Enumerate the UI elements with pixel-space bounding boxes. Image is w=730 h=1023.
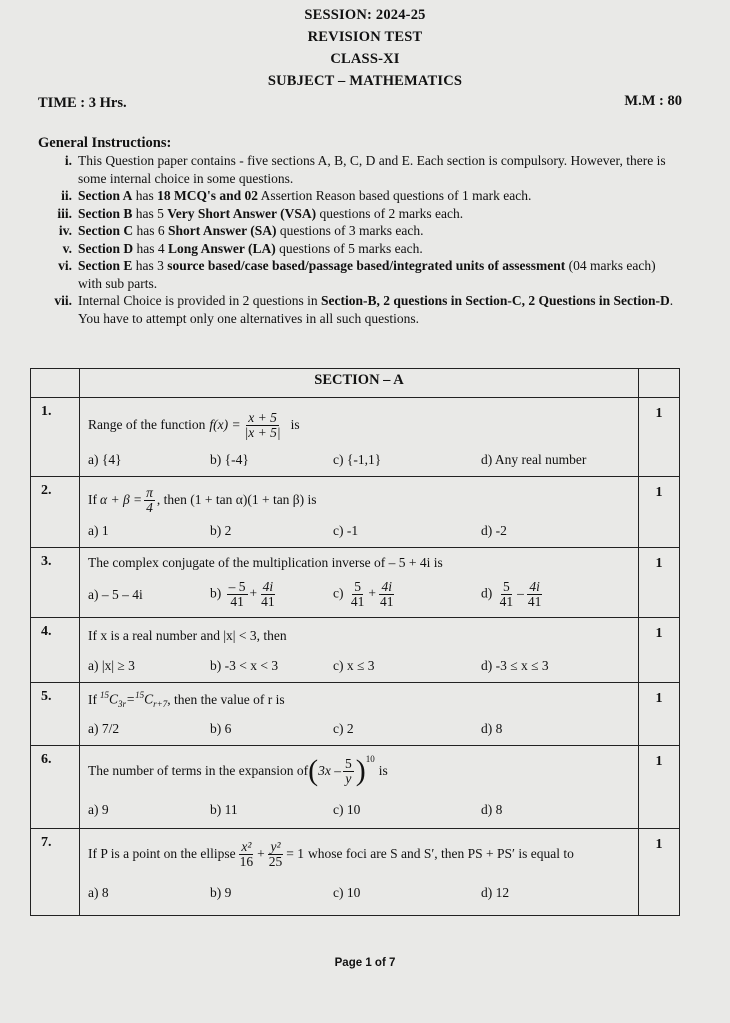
- question-number: 4.: [31, 618, 80, 683]
- question-body: [80, 548, 639, 618]
- option-c: c) 10: [333, 885, 361, 900]
- option-d: d) $\frac{5}{41}$ – $\frac{4i}{41}$: [481, 579, 542, 609]
- question-stem: If P is a point on the ellipse $\frac{\text{x²}}{16}$ + $\frac{\text{y²}}{25}$ = 1 whose foci are S and S′, then PS + PS′ is equal to: [88, 838, 574, 869]
- question-body: [80, 829, 639, 916]
- question-body: [80, 398, 639, 477]
- question-row: [31, 477, 680, 548]
- option-b: b) $\frac{- 5}{41}$ + $\frac{4i}{41}$: [210, 579, 275, 609]
- question-number: 1.: [31, 398, 80, 477]
- option-b: b) {-4}: [210, 452, 249, 467]
- question-stem: Range of the function f(x) = $\frac{x + 5}{|x + 5|}$ is: [88, 409, 300, 440]
- option-d: d) Any real number: [481, 452, 587, 467]
- option-b: b) 6: [210, 721, 232, 736]
- instruction-number: iv.: [58, 223, 72, 238]
- question-marks: 1: [639, 618, 680, 683]
- instruction-text: Section E has 3 source based/case based/passage based/integrated units of assessment (04 marks each) with sub parts.: [78, 258, 656, 291]
- question-body: [80, 477, 639, 548]
- question-marks: 1: [639, 477, 680, 548]
- options-row: [88, 517, 630, 547]
- instruction-number: vii.: [54, 293, 72, 308]
- question-marks: 1: [639, 548, 680, 618]
- question-number: 3.: [31, 548, 80, 618]
- option-a: a) 8: [88, 885, 109, 900]
- option-b: b) 11: [210, 802, 238, 817]
- question-row: [31, 746, 680, 829]
- question-body: [80, 683, 639, 746]
- option-c: c) 2: [333, 721, 354, 736]
- question-row: [31, 398, 680, 477]
- question-marks: 1: [639, 398, 680, 477]
- instruction-text: Section B has 5 Very Short Answer (VSA) questions of 2 marks each.: [78, 205, 464, 221]
- instruction-item: [42, 292, 682, 327]
- question-marks: 1: [639, 683, 680, 746]
- options-row: [88, 713, 630, 745]
- instruction-item: [42, 240, 682, 258]
- option-d: d) -3 ≤ x ≤ 3: [481, 658, 549, 673]
- question-row: [31, 829, 680, 916]
- question-row: [31, 548, 680, 618]
- question-row: [31, 618, 680, 683]
- instruction-text: This Question paper contains - five sections A, B, C, D and E. Each section is compulsory. However, there is some internal choice in some questions.: [78, 153, 666, 186]
- section-a-table: [30, 368, 680, 916]
- question-number: 7.: [31, 829, 80, 916]
- instructions-title: General Instructions:: [38, 135, 172, 151]
- session-label: SESSION: 2024-25: [304, 7, 426, 23]
- option-a: a) |x| ≥ 3: [88, 658, 135, 673]
- instruction-number: i.: [64, 153, 72, 168]
- instruction-text: Section A has 18 MCQ's and 02 Assertion Reason based questions of 1 mark each.: [78, 188, 532, 203]
- option-c: c) 10: [333, 802, 361, 817]
- option-d: d) 8: [481, 721, 503, 736]
- option-d: d) -2: [481, 523, 507, 538]
- instruction-number: iii.: [57, 205, 72, 221]
- question-stem: If α + β = $\frac{\pi}{4}$ , then (1 + tan α)(1 + tan β) is: [88, 484, 317, 515]
- section-title: SECTION – A: [80, 369, 639, 398]
- option-b: b) 2: [210, 523, 232, 538]
- question-body: [80, 746, 639, 829]
- section-header-row: [31, 369, 680, 398]
- option-a: a) 9: [88, 802, 109, 817]
- instructions-list: [42, 152, 682, 327]
- question-stem: The complex conjugate of the multiplication inverse of – 5 + 4i is: [88, 555, 443, 570]
- paper-header: [0, 4, 730, 92]
- instruction-item: [42, 187, 682, 205]
- instruction-number: vi.: [58, 258, 72, 273]
- option-b: b) 9: [210, 885, 232, 900]
- option-a: a) 7/2: [88, 721, 120, 736]
- option-c: c) $\frac{5}{41}$ + $\frac{4i}{41}$: [333, 579, 394, 609]
- question-stem: If x is a real number and |x| < 3, then: [88, 628, 287, 643]
- option-d: d) 8: [481, 802, 503, 817]
- instruction-text: Section D has 4 Long Answer (LA) questions of 5 marks each.: [78, 240, 423, 256]
- question-marks: 1: [639, 829, 680, 916]
- instruction-item: [42, 222, 682, 240]
- instruction-item: [42, 152, 682, 187]
- instruction-text: Internal Choice is provided in 2 questions in Section-B, 2 questions in Section-C, 2 Questions in Section-D. You have to attempt only one alternatives in all such questions.: [78, 293, 674, 326]
- question-body: [80, 618, 639, 683]
- option-d: d) 12: [481, 885, 510, 900]
- page-number: Page 1 of 7: [334, 957, 396, 969]
- question-number: 2.: [31, 477, 80, 548]
- option-a: a) 1: [88, 523, 109, 538]
- option-c: c) -1: [333, 523, 359, 538]
- options-row: [88, 650, 630, 682]
- option-c: c) x ≤ 3: [333, 658, 375, 673]
- instruction-number: ii.: [61, 188, 72, 203]
- options-row: [88, 871, 630, 915]
- instruction-item: [42, 205, 682, 223]
- question-number: 6.: [31, 746, 80, 829]
- question-number: 5.: [31, 683, 80, 746]
- question-stem: The number of terms in the expansion of ( 3x – $\frac{5}{y}$ ) $^{10}$ is: [88, 754, 388, 787]
- option-b: b) -3 < x < 3: [210, 658, 279, 673]
- question-stem: If $^{15}C_{3r}=^{15}C_{r+7}$ , then the value of r is: [88, 690, 285, 710]
- time-label: TIME : 3 Hrs.: [38, 95, 127, 111]
- options-row: [88, 574, 630, 617]
- option-a: a) – 5 – 4i: [88, 586, 143, 602]
- instruction-number: v.: [62, 240, 72, 256]
- instruction-item: [42, 257, 682, 292]
- max-marks-label: M.M : 80: [624, 93, 682, 109]
- instruction-text: Section C has 6 Short Answer (SA) questions of 3 marks each.: [78, 223, 424, 238]
- option-a: a) {4}: [88, 452, 122, 467]
- options-row: [88, 442, 630, 476]
- question-marks: 1: [639, 746, 680, 829]
- class-label: CLASS-XI: [330, 51, 400, 67]
- subject-label: SUBJECT – MATHEMATICS: [267, 73, 463, 89]
- option-c: c) {-1,1}: [333, 452, 382, 467]
- test-title: REVISION TEST: [307, 29, 423, 45]
- options-row: [88, 788, 630, 828]
- question-row: [31, 683, 680, 746]
